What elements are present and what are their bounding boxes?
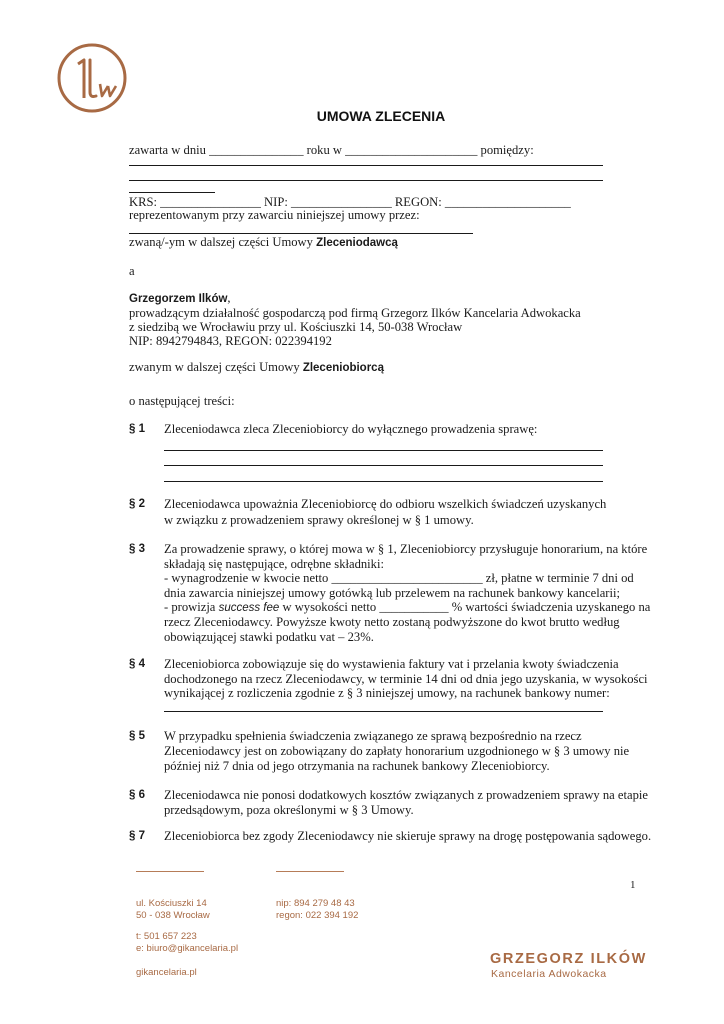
section-3-line-3: - wynagrodzenie w kwocie netto ________________________ zł, płatne w terminie 7 dni od — [164, 571, 634, 585]
section-4-line-1: Zleceniobiorca zobowiązuje się do wystawienia faktury vat i przelania kwoty świadczenia — [164, 657, 619, 671]
section-3-line-1: Za prowadzenie sprawy, o której mowa w § 1, Zleceniobiorcy przysługuje honorarium, na które — [164, 542, 648, 556]
section-1-blank-line-1 — [164, 450, 603, 451]
footer-nip: nip: 894 279 48 43 — [276, 898, 355, 909]
section-3-line-5c: w wysokości netto ___________ % wartości świadczenia uzyskanego na — [279, 600, 651, 614]
contractor-designation-text: zwanym w dalszej części Umowy — [129, 360, 303, 374]
section-3-line-5 — [164, 600, 650, 616]
section-1-text: Zleceniodawca zleca Zleceniobiorcy do wyłącznego prowadzenia sprawę: — [164, 422, 538, 436]
section-7-number: § 7 — [129, 830, 145, 842]
law-firm-monogram-icon — [56, 42, 128, 114]
footer-divider-left — [136, 871, 204, 872]
document-title: UMOWA ZLECENIA — [316, 108, 446, 124]
section-2-line-2: w związku z prowadzeniem sprawy określonej w § 1 umowy. — [164, 513, 474, 527]
bank-account-blank-line — [164, 711, 603, 712]
represented-by-line: reprezentowanym przy zawarciu niniejszej umowy przez: — [129, 208, 420, 222]
footer-divider-right — [276, 871, 344, 872]
section-5-line-3: później niż 7 dnia od jego otrzymania na rachunek bankowy Zleceniobiorcy. — [164, 759, 550, 773]
section-3-number: § 3 — [129, 543, 145, 555]
page-number: 1 — [630, 879, 636, 891]
section-1-blank-line-3 — [164, 481, 603, 482]
section-2-number: § 2 — [129, 498, 145, 510]
section-3-line-7: obowiązującej stawki podatku vat – 23%. — [164, 630, 374, 644]
contractor-name: Grzegorzem Ilków — [129, 293, 228, 305]
representative-blank-line — [129, 233, 473, 234]
section-3-line-5a: - prowizja — [164, 600, 219, 614]
footer-phone: t: 501 657 223 — [136, 931, 197, 942]
section-4-number: § 4 — [129, 658, 145, 670]
client-designation-bold: Zleceniodawcą — [316, 237, 398, 249]
section-6-line-2: przedsądowym, poza określonymi w § 3 Umowy. — [164, 803, 414, 817]
contractor-ids-line: NIP: 8942794843, REGON: 022394192 — [129, 334, 332, 348]
section-3-line-2: składają się następujące, odrębne składniki: — [164, 557, 384, 571]
contractor-designation-bold: Zleceniobiorcą — [302, 362, 384, 374]
client-designation — [129, 235, 398, 251]
conjunction-and: a — [129, 264, 135, 278]
section-1-number: § 1 — [129, 423, 145, 435]
section-4-line-3: wynikającej z rozliczenia zgodnie z § 3 niniejszej umowy, na rachunek bankowy numer: — [164, 686, 610, 700]
contractor-name-line — [129, 291, 231, 307]
section-5-line-1: W przypadku spełnienia świadczenia związanego ze sprawą bezpośrednio na rzecz — [164, 729, 582, 743]
client-blank-line-3 — [129, 192, 215, 193]
section-2-line-1: Zleceniodawca upoważnia Zleceniobiorcę do odbioru wszelkich świadczeń uzyskanych — [164, 497, 607, 511]
krs-nip-regon-line: KRS: ________________ NIP: ________________ REGON: ____________________ — [129, 195, 571, 209]
section-3-line-6: rzecz Zleceniodawcy. Powyższe kwoty netto zostaną podwyższone do kwot brutto według — [164, 615, 620, 629]
section-5-line-2: Zleceniodawcy jest on zobowiązany do zapłaty honorarium uzgodnionego w § 3 umowy nie — [164, 744, 630, 758]
firm-logo — [56, 42, 128, 114]
section-6-number: § 6 — [129, 789, 145, 801]
footer-address-line-2: 50 - 038 Wrocław — [136, 910, 210, 921]
contractor-designation — [129, 360, 384, 376]
footer-address-line-1: ul. Kościuszki 14 — [136, 898, 207, 909]
client-designation-text: zwaną/-ym w dalszej części Umowy — [129, 235, 317, 249]
contractor-address-line: z siedzibą we Wrocławiu przy ul. Kościuszki 14, 50-038 Wrocław — [129, 320, 463, 334]
section-1-blank-line-2 — [164, 465, 603, 466]
brand-subtitle: Kancelaria Adwokacka — [491, 968, 607, 980]
section-4-line-2: dochodzonego na rzecz Zleceniodawcy, w terminie 14 dni od dnia jego uzyskania, w wysokości — [164, 672, 648, 686]
client-blank-line-1 — [129, 165, 603, 166]
intro-line: o następującej treści: — [129, 394, 235, 408]
section-3-line-4: dnia zawarcia niniejszej umowy gotówką lub przelewem na rachunek bankowy kancelarii; — [164, 586, 620, 600]
footer-email[interactable]: e: biuro@gikancelaria.pl — [136, 943, 239, 954]
section-6-line-1: Zleceniodawca nie ponosi dodatkowych kosztów związanych z prowadzeniem sprawy na etapie — [164, 788, 648, 802]
section-7-text: Zleceniobiorca bez zgody Zleceniodawcy nie skieruje sprawy na drogę postępowania sądowego. — [164, 829, 652, 843]
footer-website[interactable]: gikancelaria.pl — [136, 967, 197, 978]
brand-name: GRZEGORZ ILKÓW — [490, 951, 647, 967]
success-fee-term: success fee — [218, 602, 280, 614]
contractor-name-suffix: , — [227, 291, 231, 305]
footer-regon: regon: 022 394 192 — [276, 910, 359, 921]
client-blank-line-2 — [129, 180, 603, 181]
contractor-business-line: prowadzącym działalność gospodarczą pod firmą Grzegorz Ilków Kancelaria Adwokacka — [129, 306, 581, 320]
contract-date-line: zawarta w dniu _______________ roku w _____________________ pomiędzy: — [129, 143, 534, 157]
section-5-number: § 5 — [129, 730, 145, 742]
